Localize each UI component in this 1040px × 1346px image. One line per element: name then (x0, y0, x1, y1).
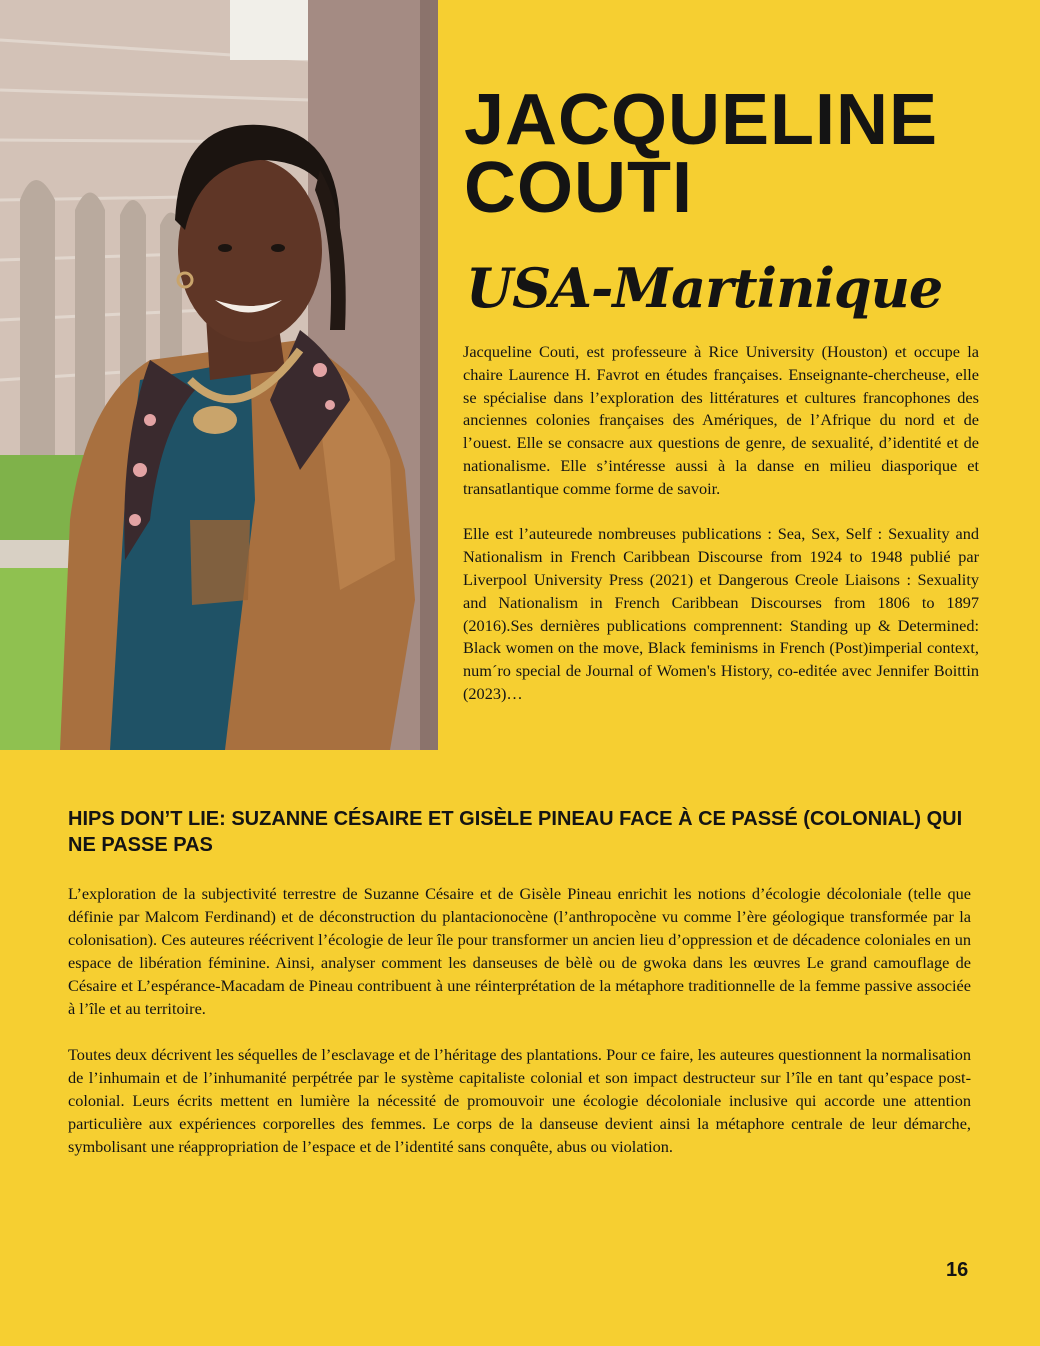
last-name: COUTI (464, 148, 693, 228)
bio-paragraph: Elle est l’auteurede nombreuses publications : Sea, Sex, Self : Sexuality and Nationalism in French Caribbean Discourse from 1924 to 1948 publié par Liverpool University Press (2021) et Dangerous Creole Liaisons : Sexuality and Nationalism in French Caribbean Discourses from 1806 to 1897 (2016).Ses dernières publications comprennent: Standing up & Determined: Black women on the move, Black feminisms in French (Post)imperial context, num´ro special de Journal of Women's History, co-editée avec Jennifer Boittin (2023)… (463, 524, 979, 703)
profile-bio (463, 341, 979, 729)
article-paragraph: L’exploration de la subjectivité terrestre de Suzanne Césaire et de Gisèle Pineau enrichit les notions d’écologie décoloniale (telle que définie par Malcom Ferdinand) et de déconstruction du plantacionocène (l’anthropocène vu comme l’ère géologique transformée par la colonisation). Ces auteures réécrivent l’écologie de leur île pour transformer un ancien lieu d’oppression et de décadence coloniales en un espace de libération féminine. Ainsi, analyser comment les danseuses de bèlè ou de gwoka dans les œuvres Le grand camouflage de Césaire et L’espérance-Macadam de Pineau contribuent à une réinterprétation de la métaphore traditionnelle de la femme passive associée à l’île et au territoire. (68, 884, 971, 1018)
article-paragraph: Toutes deux décrivent les séquelles de l’esclavage et de l’héritage des plantations. Pour ce faire, les auteures questionnent la normalisation de l’inhumain et de l’inhumanité perpétrée par le système capitaliste colonial et son impact destructeur sur l’île en tant qu’espace post-colonial. Leurs écrits mettent en lumière la nécessité de promouvoir une écologie décoloniale inclusive qui accorde une attention particulière aux expériences corporelles des femmes. Le corps de la danseuse devient ainsi la métaphore centrale de leur démarche, symbolisant une réappropriation de l’espace et de l’identité sans conquête, abus ou violation. (68, 1045, 971, 1156)
page-number: 16 (946, 1259, 969, 1281)
profile-name (464, 80, 1024, 228)
article-title: HIPS DON’T LIE: SUZANNE CÉSAIRE ET GISÈLE PINEAU FACE À CE PASSÉ (COLONIAL) QUI NE PASSE PAS (68, 808, 963, 856)
article-body (68, 882, 971, 1181)
profile-origin: USA-Martinique (466, 256, 943, 320)
bio-paragraph: Jacqueline Couti, est professeure à Rice University (Houston) et occupe la chaire Laurence H. Favrot en études françaises. Enseignante-chercheuse, elle se spécialise dans l’exploration des littératures et cultures francophones des anciennes colonies françaises des Amériques, de l’Afrique du nord et de l’ouest. Elle se consacre aux questions de genre, de sexualité, d’identité et de nationalisme. Elle s’intéresse aussi à la danse en milieu diasporique et transatlantique comme forme de savoir. (463, 342, 979, 498)
first-name: JACQUELINE (464, 80, 939, 160)
portrait-photo (0, 0, 438, 750)
